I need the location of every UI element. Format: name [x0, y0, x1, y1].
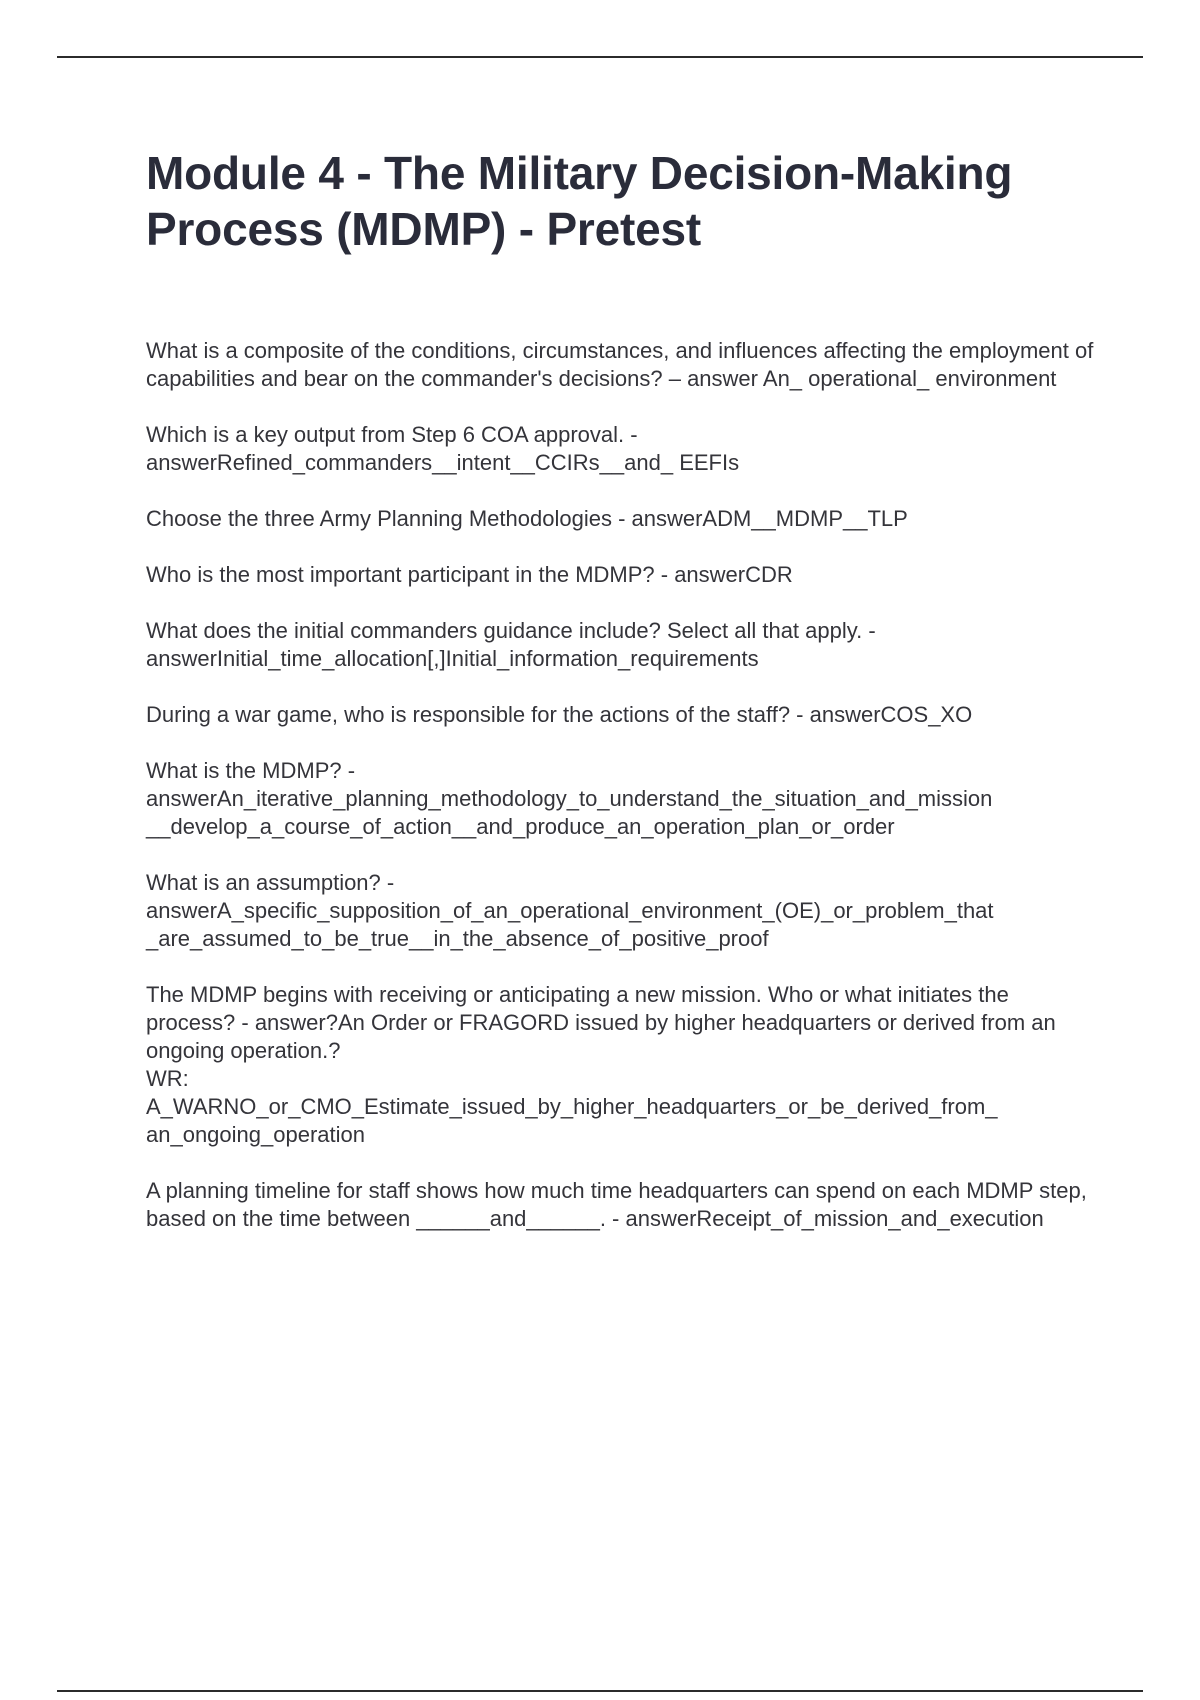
- question-answer-list: [146, 337, 1096, 1261]
- qa-item: Which is a key output from Step 6 COA approval. - answerRefined_commanders__intent__CCIRs__and_ EEFIs: [146, 422, 740, 475]
- qa-item: What is a composite of the conditions, circumstances, and influences affecting the employment of capabilities and bear on the commander's decisions? – answer An_ operational_ environment: [146, 338, 1094, 391]
- qa-item: What does the initial commanders guidance include? Select all that apply. - answerInitial_time_allocation[,]Initial_information_requirements: [146, 618, 876, 671]
- bottom-divider: [57, 1690, 1143, 1692]
- qa-item: What is the MDMP? - answerAn_iterative_planning_methodology_to_understand_the_situation_and_mission __develop_a_course_of_action__and_produce_an_operation_plan_or_order: [146, 758, 993, 839]
- document-title: Module 4 - The Military Decision-Making Process (MDMP) - Pretest: [146, 147, 1013, 255]
- qa-item: During a war game, who is responsible for the actions of the staff? - answerCOS_XO: [146, 702, 973, 727]
- qa-item: Who is the most important participant in the MDMP? - answerCDR: [146, 562, 793, 587]
- qa-item: The MDMP begins with receiving or anticipating a new mission. Who or what initiates the process? - answer?An Order or FRAGORD issued by higher headquarters or derived from an ongoing operation.? WR: A_WARNO_or_CMO_Estimate_issued_by_higher_headquarters_or_be_derived_from_ an_ongoing_operation: [146, 982, 1056, 1147]
- qa-item: What is an assumption? - answerA_specific_supposition_of_an_operational_environment_(OE)_or_problem_that _are_assumed_to_be_true__in_the_absence_of_positive_proof: [146, 870, 994, 951]
- qa-item: Choose the three Army Planning Methodologies - answerADM__MDMP__TLP: [146, 506, 908, 531]
- qa-item: A planning timeline for staff shows how much time headquarters can spend on each MDMP step, based on the time between ______and______. - answerReceipt_of_mission_and_execution: [146, 1178, 1087, 1231]
- top-divider: [57, 56, 1143, 58]
